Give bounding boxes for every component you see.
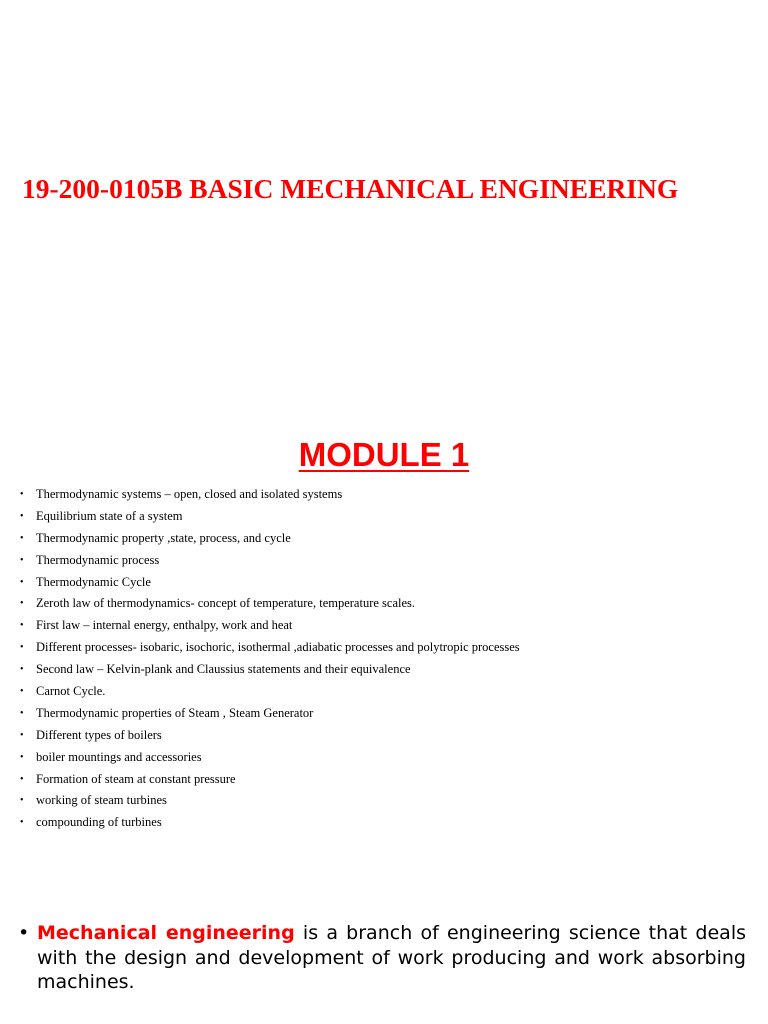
bullet-icon: • bbox=[20, 510, 24, 522]
definition-paragraph bbox=[18, 921, 746, 995]
topic-list bbox=[20, 484, 760, 834]
topic-text: Equilibrium state of a system bbox=[36, 508, 183, 523]
bullet-icon: • bbox=[20, 576, 24, 588]
definition-body: is a branch of engineering science that deals with the design and development of work producing and work absorbing machines. bbox=[37, 922, 747, 993]
bullet-icon: • bbox=[20, 554, 24, 566]
bullet-icon: • bbox=[20, 751, 24, 763]
bullet-icon: • bbox=[20, 773, 24, 785]
topic-text: boiler mountings and accessories bbox=[36, 749, 202, 764]
topic-item bbox=[20, 681, 760, 703]
course-title: 19-200-0105B BASIC MECHANICAL ENGINEERING bbox=[22, 173, 679, 204]
topic-item bbox=[20, 812, 760, 834]
module-heading bbox=[0, 435, 768, 475]
topic-item bbox=[20, 506, 760, 528]
bullet-icon: • bbox=[20, 598, 24, 610]
topic-text: Thermodynamic properties of Steam , Steam Generator bbox=[36, 705, 314, 720]
definition-text bbox=[37, 921, 746, 995]
topic-text: Different processes- isobaric, isochoric, isothermal ,adiabatic processes and polytropic processes bbox=[36, 640, 520, 655]
topic-text: Carnot Cycle. bbox=[36, 684, 106, 699]
bullet-icon: • bbox=[20, 707, 24, 719]
topic-item bbox=[20, 593, 760, 615]
topic-item bbox=[20, 703, 760, 725]
topic-text: Thermodynamic systems – open, closed and isolated systems bbox=[36, 487, 343, 501]
bullet-icon: • bbox=[20, 729, 24, 741]
definition-term: Mechanical engineering bbox=[37, 922, 295, 944]
topic-text: Second law – Kelvin-plank and Claussius statements and their equivalence bbox=[36, 662, 411, 677]
topic-text: Thermodynamic process bbox=[36, 552, 160, 567]
bullet-icon: • bbox=[20, 664, 24, 676]
bullet-icon: • bbox=[20, 795, 24, 807]
topic-text: Thermodynamic property ,state, process, and cycle bbox=[36, 530, 291, 545]
module-heading-text: MODULE 1 bbox=[298, 436, 470, 473]
bullet-icon: • bbox=[20, 686, 24, 698]
topic-item bbox=[20, 528, 760, 550]
topic-text: compounding of turbines bbox=[36, 815, 162, 830]
topic-text: First law – internal energy, enthalpy, work and heat bbox=[36, 618, 293, 633]
topic-text: Formation of steam at constant pressure bbox=[36, 771, 236, 786]
topic-item bbox=[20, 637, 760, 659]
bullet-icon: • bbox=[20, 642, 24, 654]
topic-item bbox=[20, 725, 760, 747]
bullet-icon: • bbox=[20, 532, 24, 544]
topic-item bbox=[20, 769, 760, 791]
bullet-icon: • bbox=[18, 922, 30, 944]
topic-text: working of steam turbines bbox=[36, 793, 167, 808]
topic-text: Zeroth law of thermodynamics- concept of temperature, temperature scales. bbox=[36, 596, 416, 611]
topic-text: Different types of boilers bbox=[36, 727, 162, 742]
topic-item bbox=[20, 659, 760, 681]
topic-item bbox=[20, 790, 760, 812]
topic-text: Thermodynamic Cycle bbox=[36, 574, 151, 589]
topic-item bbox=[20, 550, 760, 572]
topic-item bbox=[20, 484, 760, 506]
topic-item bbox=[20, 572, 760, 594]
bullet-icon: • bbox=[20, 620, 24, 632]
topic-item bbox=[20, 747, 760, 769]
bullet-icon: • bbox=[20, 817, 24, 829]
topic-item bbox=[20, 615, 760, 637]
bullet-icon: • bbox=[20, 489, 24, 500]
